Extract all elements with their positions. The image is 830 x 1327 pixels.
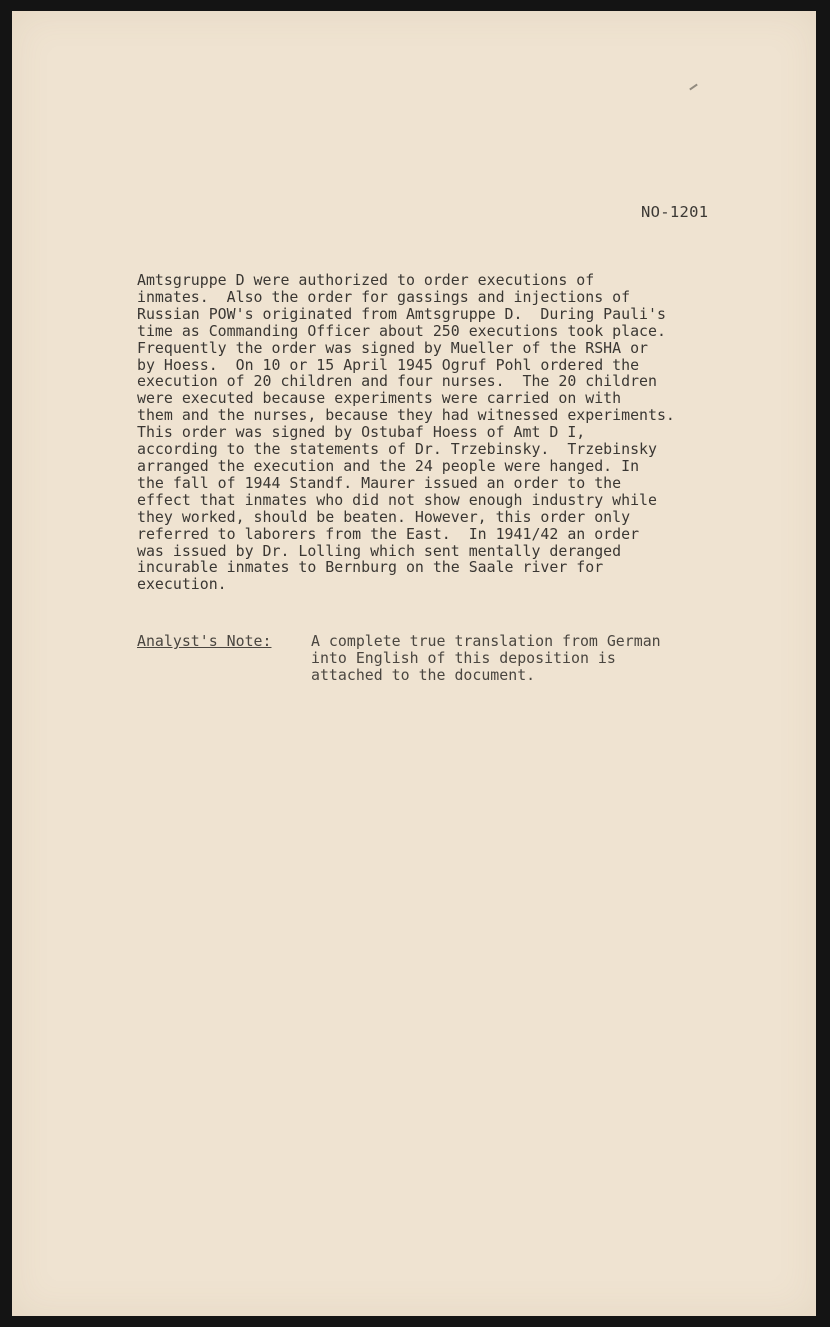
body-line: Amtsgruppe D were authorized to order executions of [137,271,595,289]
body-line: Frequently the order was signed by Mueller of the RSHA or [137,338,649,357]
note-line: A complete true translation from German [311,632,661,650]
body-line: the fall of 1944 Standf. Maurer issued an order to the [137,473,622,492]
body-line: time as Commanding Officer about 250 executions took place. [137,321,666,340]
document-number: NO-1201 [641,203,709,221]
body-line: inmates. Also the order for gassings and injections of [137,287,631,306]
deposition-body-text [137,272,777,593]
note-line: attached to the document. [311,666,536,684]
body-line: This order was signed by Ostubaf Hoess of Amt D I, [137,423,586,442]
body-line: was issued by Dr. Lolling which sent mentally deranged [137,541,622,560]
body-line: according to the statements of Dr. Trzebinsky. Trzebinsky [137,440,657,459]
analyst-note-label: Analyst's Note: [137,632,272,650]
body-line: by Hoess. On 10 or 15 April 1945 Ogruf Pohl ordered the [137,355,640,374]
body-line: them and the nurses, because they had witnessed experiments. [137,406,675,425]
body-line: referred to laborers from the East. In 1941/42 an order [137,524,640,543]
analyst-note-text [311,633,661,684]
body-line: execution of 20 children and four nurses. The 20 children [137,372,657,391]
body-line: they worked, should be beaten. However, this order only [137,507,631,526]
body-line: incurable inmates to Bernburg on the Saale river for [137,558,604,577]
body-line: were executed because experiments were carried on with [137,389,622,408]
body-line: execution. [137,575,227,594]
pencil-tick-mark [689,84,698,91]
body-line: arranged the execution and the 24 people were hanged. In [137,456,640,475]
body-line: effect that inmates who did not show enough industry while [137,490,657,509]
body-line: Russian POW's originated from Amtsgruppe D. During Pauli's [137,304,666,323]
note-line: into English of this deposition is [311,649,616,667]
